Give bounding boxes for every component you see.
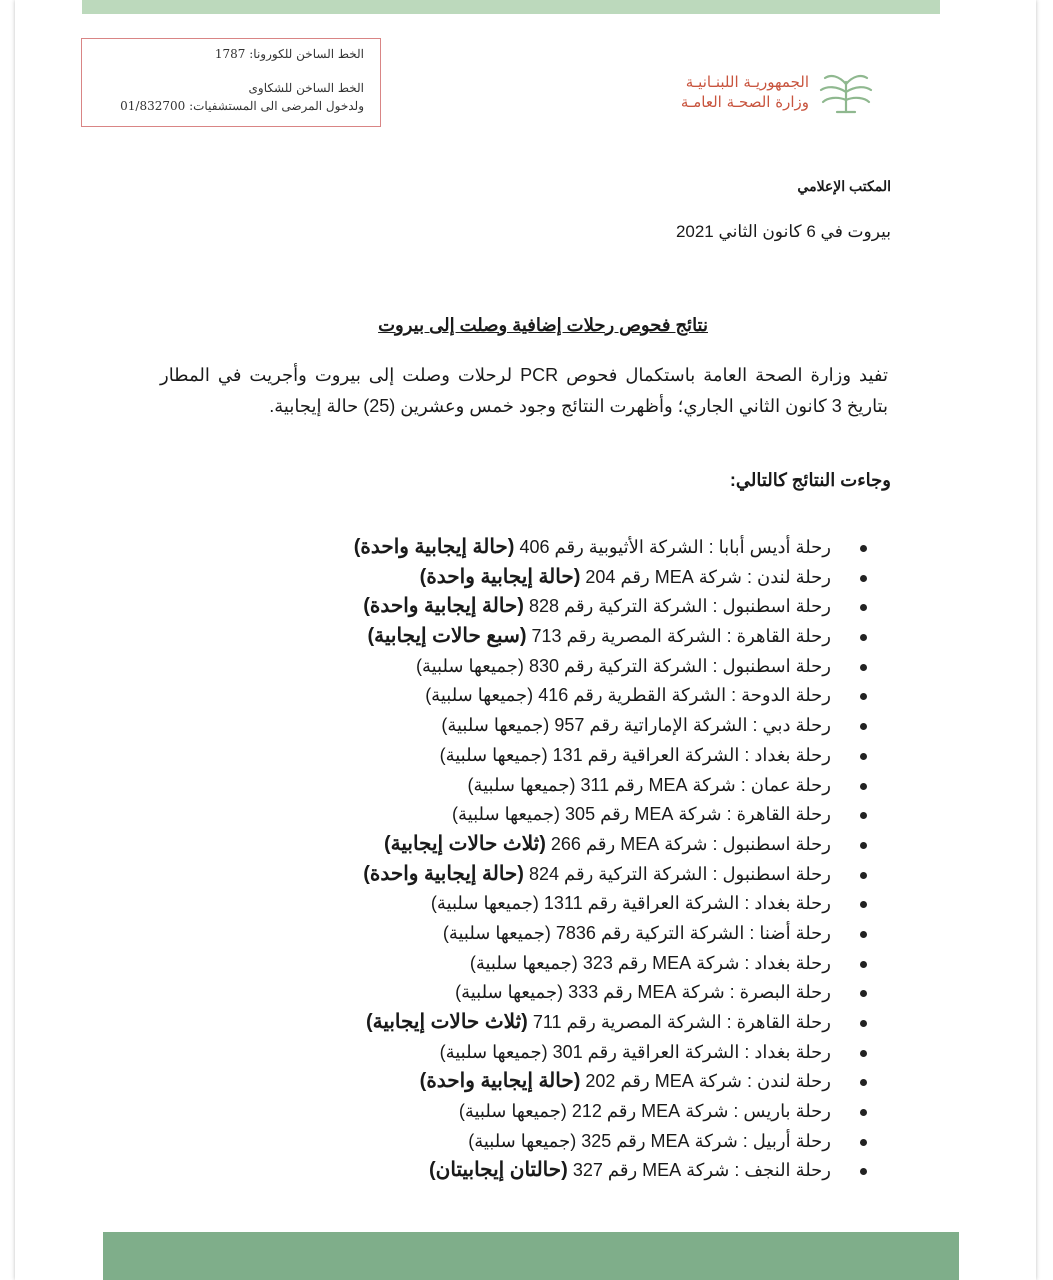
bullet-icon [860, 842, 867, 849]
flight-result: (جميعها سلبية) [468, 1130, 577, 1151]
hotline-hospitals: ولدخول المرضى الى المستشفيات: 01/832700 [120, 99, 364, 113]
flight-description: رحلة القاهرة : الشركة المصرية رقم 711 [532, 1012, 831, 1032]
results-heading: وجاءت النتائج كالتالي: [729, 470, 891, 490]
flight-result-item [354, 1097, 867, 1127]
flight-result-item [354, 800, 867, 830]
bullet-icon [860, 753, 867, 760]
flight-description: رحلة اسطنبول : الشركة التركية رقم 828 [528, 596, 831, 617]
intro-paragraph: تفيد وزارة الصحة العامة باستكمال فحوص PCR لرحلات وصلت إلى بيروت وأجريت في المطار بتاريخ 3 كانون الثاني الجاري؛ وأظهرت النتائج وجود خمس وعشرين (25) حالة إيجابية. [160, 365, 888, 416]
flight-result-item [354, 711, 867, 741]
flight-description: رحلة القاهرة : شركة MEA رقم 305 [565, 804, 831, 825]
flight-description: رحلة أضنا : الشركة التركية رقم 7836 [555, 922, 831, 943]
flight-result-item [354, 563, 867, 593]
flight-result-item [354, 1038, 867, 1068]
flight-result-item [354, 681, 867, 711]
flight-result-item [354, 860, 867, 890]
flight-description: رحلة أربيل : شركة MEA رقم 325 [581, 1130, 831, 1151]
flight-description: رحلة البصرة : شركة MEA رقم 333 [568, 982, 831, 1003]
flight-result-item [354, 652, 867, 682]
flight-result: (جميعها سلبية) [452, 804, 561, 825]
flight-result: (جميعها سلبية) [439, 744, 548, 765]
flight-result: (جميعها سلبية) [425, 685, 534, 706]
logo-republic: الجمهوريـة اللبنـانيـة [685, 73, 809, 91]
bullet-icon [860, 1168, 867, 1175]
flight-result-item [354, 978, 867, 1008]
flight-result: (جميعها سلبية) [469, 952, 578, 973]
flight-description: رحلة اسطنبول : الشركة التركية رقم 824 [528, 863, 831, 884]
flight-description: رحلة الدوحة : الشركة القطرية رقم 416 [538, 685, 831, 706]
bullet-icon [860, 990, 867, 997]
flight-result-item [354, 830, 867, 860]
hotline-corona: الخط الساخن للكورونا: 1787 [214, 47, 364, 61]
flight-description: رحلة لندن : شركة MEA رقم 202 [585, 1071, 831, 1092]
flight-result-item [354, 1008, 867, 1038]
flight-result-item [354, 949, 867, 979]
flight-description: رحلة القاهرة : الشركة المصرية رقم 713 [531, 626, 831, 647]
flight-description: رحلة النجف : شركة MEA رقم 327 [572, 1160, 831, 1181]
hotline-box [81, 38, 381, 127]
document-headline: نتائج فحوص رحلات إضافية وصلت إلى بيروت [378, 315, 708, 335]
bullet-icon [860, 723, 867, 730]
flight-result-item [354, 592, 867, 622]
header-decor-bar [82, 0, 940, 14]
flight-result: (حالة إيجابية واحدة) [419, 1070, 581, 1093]
bullet-icon [860, 812, 867, 819]
flight-result: (حالة إيجابية واحدة) [363, 862, 524, 885]
bullet-icon [860, 931, 867, 938]
flight-result: (جميعها سلبية) [441, 715, 550, 736]
bullet-icon [860, 634, 867, 641]
document-date: بيروت في 6 كانون الثاني 2021 [675, 222, 891, 241]
flight-description: رحلة اسطنبول : شركة MEA رقم 266 [550, 833, 831, 854]
flight-result: (جميعها سلبية) [442, 922, 551, 943]
bullet-icon [860, 604, 867, 611]
flight-result: (جميعها سلبية) [458, 1101, 567, 1122]
ministry-name [681, 72, 809, 112]
flight-result: (حالة إيجابية واحدة) [353, 536, 515, 558]
media-office-label: المكتب الإعلامي [797, 178, 891, 194]
flight-result: (حالة إيجابية واحدة) [363, 595, 524, 618]
flight-description: رحلة اسطنبول : الشركة التركية رقم 830 [528, 655, 831, 676]
flight-result: (جميعها سلبية) [455, 982, 564, 1003]
flight-description: رحلة بغداد : شركة MEA رقم 323 [582, 952, 831, 973]
flight-result-item [354, 622, 867, 652]
flight-result-item [354, 1156, 867, 1186]
bullet-icon [860, 872, 867, 879]
flight-result: (حالة إيجابية واحدة) [419, 565, 581, 588]
bullet-icon [860, 1020, 867, 1027]
bullet-icon [860, 961, 867, 968]
flight-description: رحلة باريس : شركة MEA رقم 212 [571, 1101, 831, 1122]
flight-result: (ثلاث حالات إيجابية) [365, 1011, 528, 1033]
flight-result: (حالتان إيجابيتان) [429, 1159, 568, 1182]
flight-results-list [354, 533, 867, 1186]
flight-result-item [354, 919, 867, 949]
flight-result: (ثلاث حالات إيجابية) [383, 832, 546, 855]
flight-result: (جميعها سلبية) [415, 655, 524, 676]
flight-result: (جميعها سلبية) [467, 774, 576, 795]
bullet-icon [860, 901, 867, 908]
flight-result: (جميعها سلبية) [430, 893, 539, 914]
flight-description: رحلة لندن : شركة MEA رقم 204 [585, 566, 831, 587]
footer-decor-bar [103, 1232, 959, 1280]
flight-description: رحلة عمان : شركة MEA رقم 311 [580, 774, 831, 795]
bullet-icon [860, 1139, 867, 1146]
bullet-icon [860, 545, 867, 552]
flight-description: رحلة بغداد : الشركة العراقية رقم 131 [552, 744, 831, 765]
flight-result-item [354, 1067, 867, 1097]
bullet-icon [860, 575, 867, 582]
bullet-icon [860, 693, 867, 700]
bullet-icon [860, 1109, 867, 1116]
flight-result-item [354, 741, 867, 771]
flight-result-item [354, 889, 867, 919]
flight-description: رحلة أديس أبابا : الشركة الأثيوبية رقم 406 [519, 537, 831, 557]
flight-description: رحلة بغداد : الشركة العراقية رقم 1311 [543, 893, 831, 914]
bullet-icon [860, 664, 867, 671]
hotline-complaints: الخط الساخن للشكاوى [248, 81, 364, 95]
flight-result-item [354, 1127, 867, 1157]
bullet-icon [860, 783, 867, 790]
ministry-logo [681, 68, 875, 116]
flight-result-item [354, 533, 867, 563]
cedar-icon [817, 68, 875, 116]
flight-result: (سبع حالات إيجابية) [367, 625, 527, 648]
bullet-icon [860, 1079, 867, 1086]
flight-description: رحلة بغداد : الشركة العراقية رقم 301 [552, 1041, 831, 1062]
bullet-icon [860, 1050, 867, 1057]
flight-description: رحلة دبي : الشركة الإماراتية رقم 957 [554, 715, 831, 736]
logo-ministry: وزارة الصحـة العامـة [680, 93, 809, 111]
flight-result: (جميعها سلبية) [439, 1041, 548, 1062]
flight-result-item [354, 771, 867, 801]
